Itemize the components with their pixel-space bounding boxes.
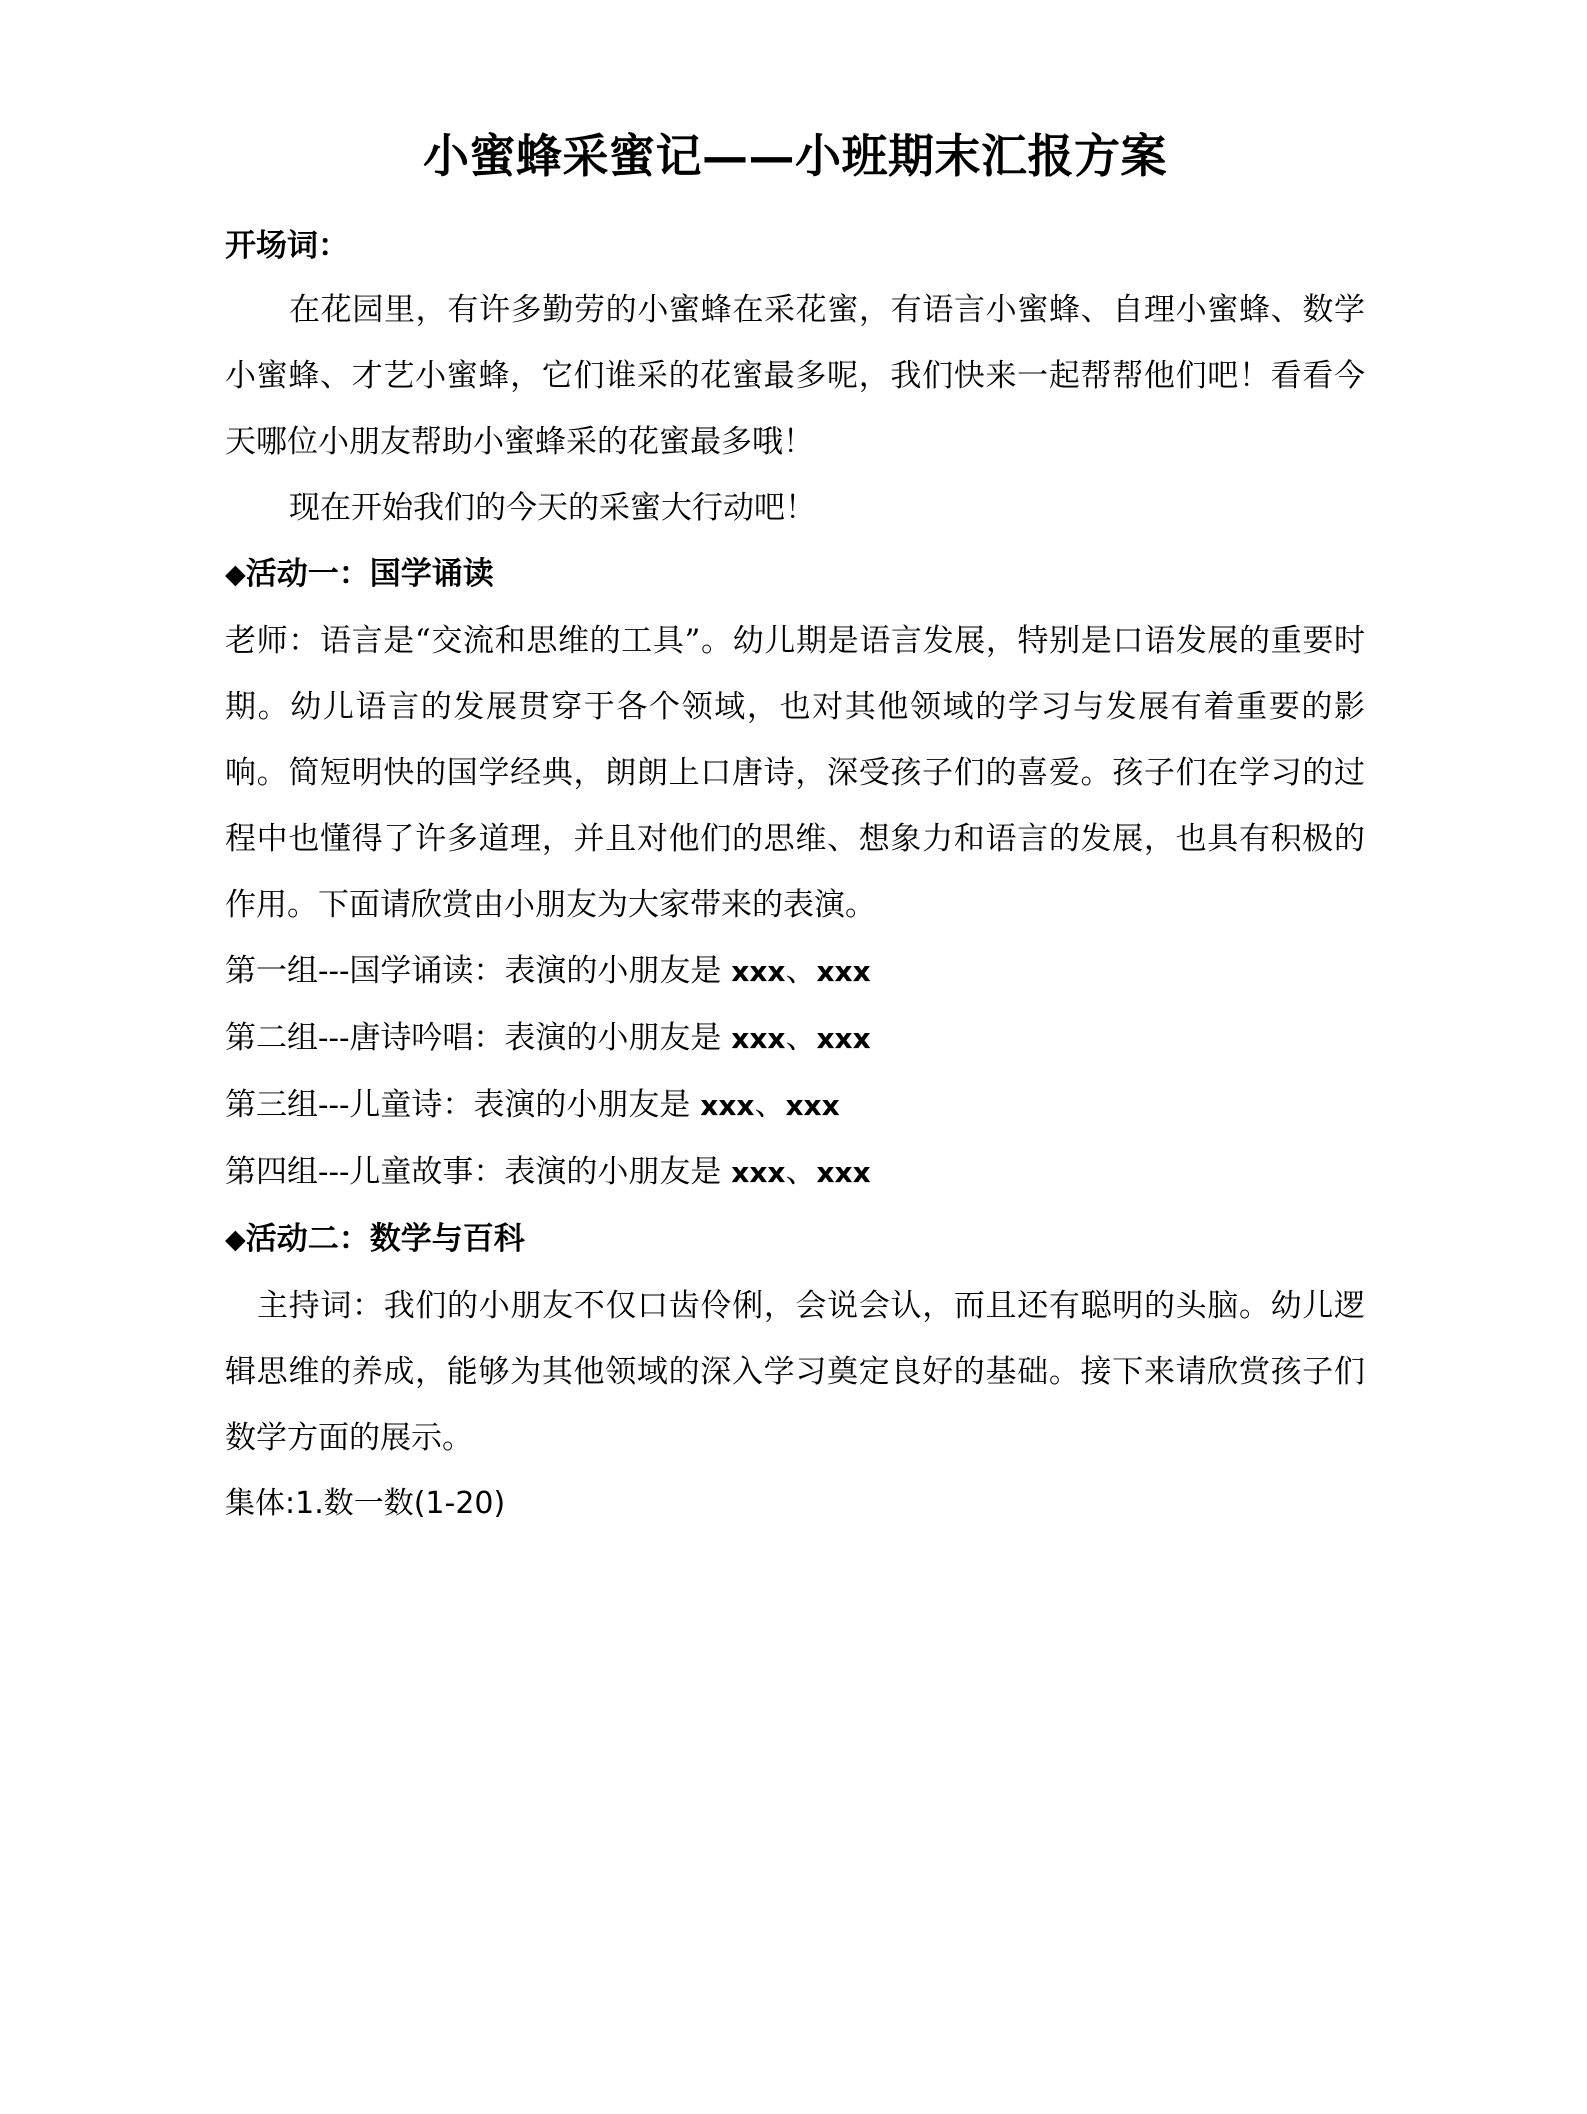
performer-name-1: xxx (731, 954, 786, 988)
opening-word-label: 开场词： (225, 227, 349, 264)
name-separator: 、 (785, 1019, 817, 1056)
name-separator: 、 (754, 1086, 786, 1123)
spacer (225, 265, 1365, 277)
group-line-3 (225, 1072, 1365, 1139)
performer-name-1: xxx (731, 1155, 786, 1189)
group-label: 第三组---儿童诗：表演的小朋友是 (225, 1086, 691, 1123)
performer-name-2: xxx (816, 1155, 871, 1189)
group-label: 第一组---国学诵读：表演的小朋友是 (225, 952, 722, 989)
group-label: 第四组---儿童故事：表演的小朋友是 (225, 1153, 722, 1190)
performer-name-1: xxx (700, 1088, 755, 1122)
performer-name-2: xxx (816, 954, 871, 988)
performer-name-1: xxx (731, 1021, 786, 1055)
name-separator: 、 (785, 952, 817, 989)
section-heading-text: 活动一：国学诵读 (245, 555, 494, 592)
activity-1-body: 老师：语言是“交流和思维的工具”。幼儿期是语言发展，特别是口语发展的重要时期。幼儿语言的发展贯穿于各个领域，也对其他领域的学习与发展有着重要的影响。简短明快的国学经典，朗朗上口唐诗，深受孩子们的喜爱。孩子们在学习的过程中也懂得了许多道理，并且对他们的思维、想象力和语言的发展，也具有积极的作用。下面请欣赏由小朋友为大家带来的表演。 (225, 622, 1365, 923)
activity-2-body: 主持词：我们的小朋友不仅口齿伶俐，会说会认，而且还有聪明的头脑。幼儿逻辑思维的养成，能够为其他领域的深入学习奠定良好的基础。接下来请欣赏孩子们数学方面的展示。 (225, 1287, 1365, 1456)
name-separator: 、 (785, 1153, 817, 1190)
opening-paragraph-2: 现在开始我们的今天的采蜜大行动吧！ (289, 489, 816, 526)
group-label: 第二组---唐诗吟唱：表演的小朋友是 (225, 1019, 722, 1056)
group-line-1 (225, 938, 1365, 1005)
collective-activity-line: 集体:1.数一数(1-20) (225, 1485, 506, 1521)
opening-paragraph-1: 在花园里，有许多勤劳的小蜜蜂在采花蜜，有语言小蜜蜂、自理小蜜蜂、数学小蜜蜂、才艺小蜜蜂，它们谁采的花蜜最多呢，我们快来一起帮帮他们吧！看看今天哪位小朋友帮助小蜜蜂采的花蜜最多哦！ (225, 291, 1365, 460)
performer-name-2: xxx (785, 1088, 840, 1122)
section-heading-activity-1 (225, 541, 1365, 608)
group-line-4 (225, 1139, 1365, 1206)
group-line-2 (225, 1005, 1365, 1072)
performer-name-2: xxx (816, 1021, 871, 1055)
section-heading-text: 活动二：数学与百科 (245, 1220, 525, 1257)
section-heading-activity-2 (225, 1206, 1365, 1273)
diamond-bullet-icon: ◆ (225, 1223, 246, 1255)
document-body (225, 0, 1365, 1537)
diamond-bullet-icon: ◆ (225, 558, 246, 590)
page-title: 小蜜蜂采蜜记——小班期末汇报方案 (423, 129, 1167, 183)
